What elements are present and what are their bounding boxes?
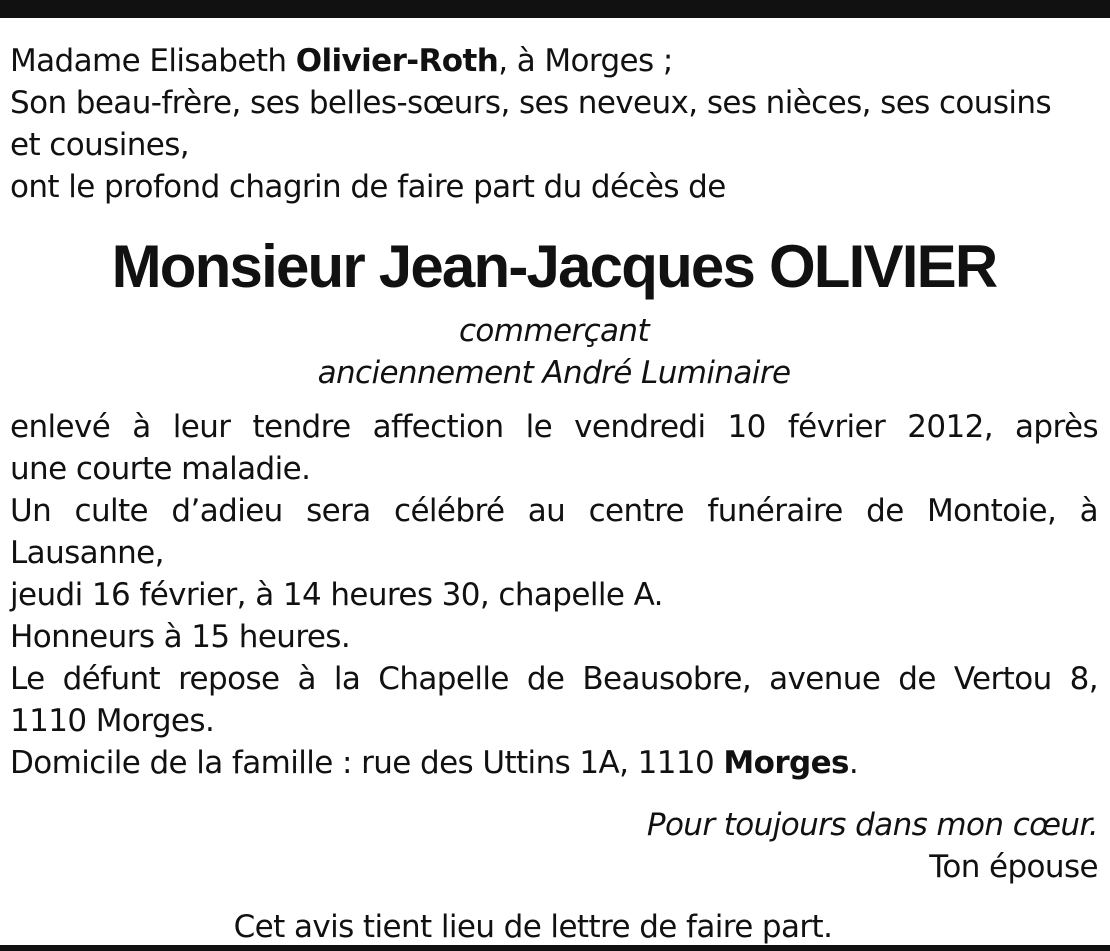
family-home-suffix: . xyxy=(848,745,859,781)
family-home-prefix: Domicile de la famille : rue des Uttins 1A, 1110 xyxy=(10,745,724,781)
honors-line: Honneurs à 15 heures. xyxy=(10,619,351,655)
memorial-quote: Pour toujours dans mon cœur. xyxy=(646,807,1098,843)
announcement-block xyxy=(10,40,1098,208)
announcer-suffix: , à Morges ; xyxy=(498,43,673,79)
details-block xyxy=(10,406,1098,784)
death-line-continued: une courte maladie. xyxy=(10,451,311,487)
service-line-continued: jeudi 16 février, à 14 heures 30, chapelle A. xyxy=(10,577,663,613)
deceased-subtitle xyxy=(10,310,1098,394)
announcer-line xyxy=(10,40,1098,82)
announcer-prefix: Madame Elisabeth xyxy=(10,43,296,79)
deceased-former-business: anciennement André Luminaire xyxy=(317,355,791,391)
deceased-occupation: commerçant xyxy=(458,313,650,349)
obituary-notice xyxy=(10,40,1098,948)
top-border-rule xyxy=(0,0,1110,18)
service-line: Un culte d’adieu sera célébré au centre funéraire de Montoie, à Lausanne, xyxy=(10,493,1098,571)
closing-note: Cet avis tient lieu de lettre de faire part. xyxy=(233,909,833,945)
rest-line: Le défunt repose à la Chapelle de Beausobre, avenue de Vertou 8, xyxy=(10,661,1098,697)
deceased-name: Monsieur Jean-Jacques OLIVIER xyxy=(111,233,997,300)
family-home-line xyxy=(10,742,1098,784)
rest-line-continued: 1110 Morges. xyxy=(10,703,215,739)
announcer-name: Olivier-Roth xyxy=(295,43,499,79)
death-line: enlevé à leur tendre affection le vendredi 10 février 2012, après xyxy=(10,409,1098,445)
announcement-line: ont le profond chagrin de faire part du décès de xyxy=(10,169,726,205)
bottom-border-rule xyxy=(0,945,1110,951)
relatives-line-continued: et cousines, xyxy=(10,127,190,163)
signature-line: Ton épouse xyxy=(929,849,1098,885)
family-home-city: Morges xyxy=(723,745,849,781)
relatives-line: Son beau-frère, ses belles-sœurs, ses neveux, ses nièces, ses cousins xyxy=(10,85,1051,121)
signature-block xyxy=(10,804,1098,888)
